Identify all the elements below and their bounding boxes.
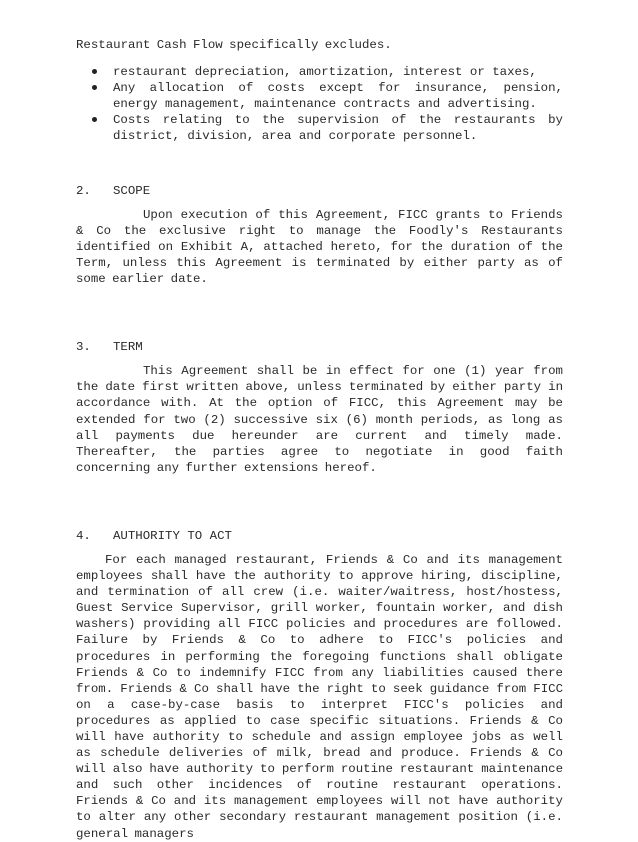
section-title: AUTHORITY TO ACT (113, 528, 232, 543)
section-body: For each managed restaurant, Friends & Co and its management employees shall have the authority to approve hiring, discipline, and termination of all crew (i.e. waiter/waitress, host/hostess, Guest Service Supervisor, grill worker, fountain worker, and dish washers) providing all FICC policies and procedures are followed. Failure by Friends & Co to adhere to FICC's policies and procedures in performing the foregoing functions shall obligate Friends & Co to indemnify FICC from any liabilities caused there from. Friends & Co shall have the right to seek guidance from FICC on a case-by-case basis to interpret FICC's policies and procedures as applied to case specific situations. Friends & Co will have authority to schedule and assign employee jobs as well as schedule deliveries of milk, bread and produce. Friends & Co will also have authority to perform routine restaurant maintenance and such other incidences of routine restaurant operations. Friends & Co and its management employees will not have authority to alter any other secondary restaurant management position (i.e. general managers (76, 552, 563, 841)
section-title: SCOPE (113, 183, 151, 198)
section-authority (76, 528, 563, 842)
exclusion-item (76, 64, 563, 80)
bullet-icon (92, 117, 97, 122)
exclusion-item (76, 112, 563, 144)
section-number: 3. (76, 340, 91, 355)
document-page (76, 37, 563, 842)
section-scope (76, 183, 563, 288)
section-body: Upon execution of this Agreement, FICC grants to Friends & Co the exclusive right to manage the Foodly's Restaurants identified on Exhibit A, attached hereto, for the duration of the Term, unless this Agreement is terminated by either party as of some earlier date. (76, 207, 563, 287)
section-number: 2. (76, 183, 91, 198)
exclusions-list (76, 64, 563, 144)
exclusion-text: restaurant depreciation, amortization, interest or taxes, (113, 65, 537, 80)
exclusion-text: Any allocation of costs except for insurance, pension, energy management, maintenance contracts and advertising. (113, 81, 563, 112)
section-heading (76, 339, 563, 355)
intro-text: Restaurant Cash Flow specifically excludes. (76, 38, 392, 52)
section-heading (76, 183, 563, 199)
section-heading (76, 528, 563, 544)
bullet-icon (92, 69, 97, 74)
section-number: 4. (76, 528, 91, 543)
section-term (76, 339, 563, 476)
exclusion-item (76, 80, 563, 112)
bullet-icon (92, 85, 97, 90)
section-body: This Agreement shall be in effect for one (1) year from the date first written above, unless terminated by either party in accordance with. At the option of FICC, this Agreement may be extended for two (2) successive six (6) month periods, as long as all payments due hereunder are current and timely made. Thereafter, the parties agree to negotiate in good faith concerning any further extensions hereof. (76, 364, 563, 475)
section-title: TERM (113, 340, 143, 355)
exclusion-text: Costs relating to the supervision of the restaurants by district, division, area and corporate personnel. (113, 113, 563, 144)
